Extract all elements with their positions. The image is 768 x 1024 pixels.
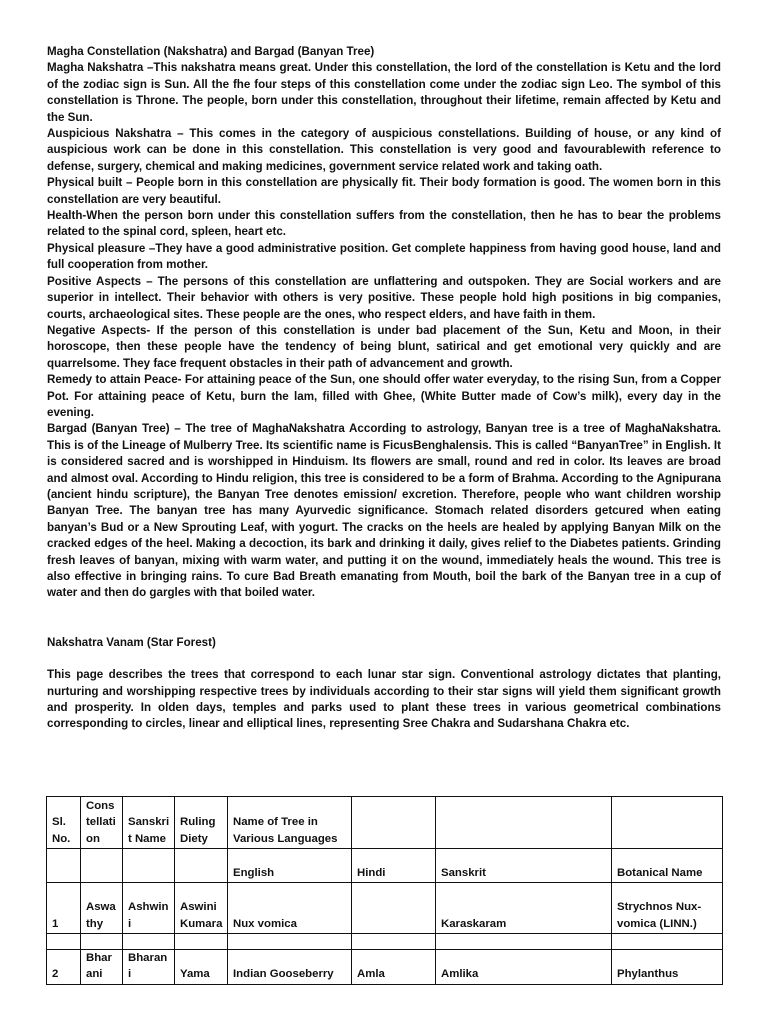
subheader-cell <box>81 849 123 883</box>
table-cell <box>81 934 123 950</box>
subheader-cell <box>123 849 175 883</box>
subheader-cell <box>47 849 81 883</box>
header-cell-empty <box>436 797 612 849</box>
table-cell-sanskrit: Karaskaram <box>436 883 612 934</box>
subheader-cell-english: English <box>228 849 352 883</box>
header-cell-empty <box>612 797 723 849</box>
table-cell <box>352 934 436 950</box>
table-cell-constellation: Aswathy <box>81 883 123 934</box>
table-cell-sl-no: 2 <box>47 950 81 985</box>
subheader-cell <box>175 849 228 883</box>
paragraph-remedy: Remedy to attain Peace- For attaining peace of the Sun, one should offer water everyday, to the rising Sun, from a Copper Pot. For attaining peace of Ketu, burn the lam, filled with Ghee, (White Butter made of Cow’s milk), every day in the evening. <box>47 373 721 419</box>
paragraph-negative-aspects: Negative Aspects- If the person of this constellation is under bad placement of the Sun, Ketu and Moon, in their horoscope, then these people have the tendency of being blunt, satirical and get emotional very quickly and are quarrelsome. They face frequent obstacles in their path of advancement and growth. <box>47 323 721 370</box>
paragraph-health: Health-When the person born under this constellation suffers from the constellation, then he has to bear the problems related to the spinal cord, spleen, heart etc. <box>47 209 721 239</box>
table-cell-sanskrit-name: Bharani <box>123 950 175 985</box>
table-cell-ruling-diety: Yama <box>175 950 228 985</box>
table-cell <box>123 934 175 950</box>
section-heading-vanam: Nakshatra Vanam (Star Forest) <box>47 635 216 649</box>
table-cell-hindi: Amla <box>352 950 436 985</box>
header-cell-ruling-diety: Ruling Diety <box>175 797 228 849</box>
paragraph-auspicious: Auspicious Nakshatra – This comes in the category of auspicious constellations. Building of house, or any kind of auspicious work can be done in this constellation. This constellation is very good and favourablewith reference to defense, surgery, chemical and making medicines, government service related work and taking oath. <box>47 127 721 173</box>
table-cell-ruling-diety: Aswini Kumara <box>175 883 228 934</box>
nakshatra-tree-table <box>46 796 723 985</box>
table-cell <box>175 934 228 950</box>
table-cell-sl-no: 1 <box>47 883 81 934</box>
spacer <box>47 651 721 667</box>
paragraph-physical-pleasure: Physical pleasure –They have a good administrative position. Get complete happiness from having good house, land and full cooperation from mother. <box>47 241 721 272</box>
table-cell <box>47 934 81 950</box>
subheader-cell-botanical-name: Botanical Name <box>612 849 723 883</box>
table-cell-hindi <box>352 883 436 934</box>
table-cell-sanskrit-name: Ashwini <box>123 883 175 934</box>
table-row <box>47 950 723 985</box>
header-cell-sanskrit-name: Sanskrit Name <box>123 797 175 849</box>
paragraph-vanam: This page describes the trees that correspond to each lunar star sign. Conventional astrology dictates that planting, nurturing and worshipping respective trees by individuals according to their star signs will yield them significant growth and prosperity. In olden days, temples and parks used to plant these trees in various geometrical combinations corresponding to circles, linear and elliptical lines, representing Sree Chakra and Sudarshana Chakra etc. <box>47 668 721 731</box>
paragraph-bargad: Bargad (Banyan Tree) – The tree of MaghaNakshatra According to astrology, Banyan tree is a tree of MaghaNakshatra. This is of the Lineage of Mulberry Tree. Its scientific name is FicusBenghalensis. This is called “BanyanTree” in English. It is considered sacred and is worshipped in Hinduism. Its flowers are small, round and red in color. Its leaves are broad and almost oval. According to Hindu religion, this tree is considered to be a form of Brahma. According to the Agnipurana (ancient hindu scripture), the Banyan Tree denotes emission/ excretion. Therefore, people who want children worship Banyan Tree. The banyan tree has many Ayurvedic significance. Stomach related disorders getcured when eating banyan’s Bud or a New Sprouting Leaf, with yogurt. The cracks on the heels are healed by applying Banyan Milk on the cracked edges of the heel. Making a decoction, its bark and drinking it daily, gives relief to the Diabetes patients. Grinding fresh leaves of banyan, mixing with warm water, and putting it on the wound, immediately heals the wound. This tree is also effective in bringing rains. To cure Bad Breath emanating from Mouth, boil the bark of the Banyan tree in a cup of water and then do gargles with that boiled water. <box>47 422 721 600</box>
table-subheader-row <box>47 849 723 883</box>
table-cell-botanical-name: Strychnos Nux-vomica (LINN.) <box>612 883 723 934</box>
header-cell-sl-no: Sl. No. <box>47 797 81 849</box>
table-cell-sanskrit: Amlika <box>436 950 612 985</box>
document-body <box>47 44 721 733</box>
paragraph-positive-aspects: Positive Aspects – The persons of this constellation are unflattering and outspoken. They are Social workers and are superior in intellect. Their behavior with others is very positive. These people hold high positions in big companies, courts, archaeological sites. These people are the ones, who respect elders, and have faith in them. <box>47 274 721 321</box>
paragraph-physical-built: Physical built – People born in this constellation are physically fit. Their body formation is good. The women born in this constellation are very beautiful. <box>47 176 721 206</box>
header-cell-tree-names: Name of Tree in Various Languages <box>228 797 352 849</box>
table-cell-botanical-name: Phylanthus <box>612 950 723 985</box>
table-cell <box>228 934 352 950</box>
table-cell <box>436 934 612 950</box>
table-cell-constellation: Bharani <box>81 950 123 985</box>
table-row-empty <box>47 934 723 950</box>
table-header-row <box>47 797 723 849</box>
subheader-cell-hindi: Hindi <box>352 849 436 883</box>
document-title: Magha Constellation (Nakshatra) and Bargad (Banyan Tree) <box>47 45 375 58</box>
header-cell-constellation: Constellation <box>81 797 123 849</box>
paragraph-magha-nakshatra: Magha Nakshatra –This nakshatra means great. Under this constellation, the lord of the constellation is Ketu and the lord of the zodiac sign is Sun. All the fhe four steps of this constellation come under the zodiac sign Leo. The symbol of this constellation is Throne. The people, born under this constellation, throughout their lifetime, remain affected by Ketu and the Sun. <box>47 61 721 124</box>
table-row <box>47 883 723 934</box>
header-cell-empty <box>352 797 436 849</box>
table-cell-english: Indian Gooseberry <box>228 950 352 985</box>
table-cell-english: Nux vomica <box>228 883 352 934</box>
table-cell <box>612 934 723 950</box>
spacer <box>47 602 721 635</box>
subheader-cell-sanskrit: Sanskrit <box>436 849 612 883</box>
